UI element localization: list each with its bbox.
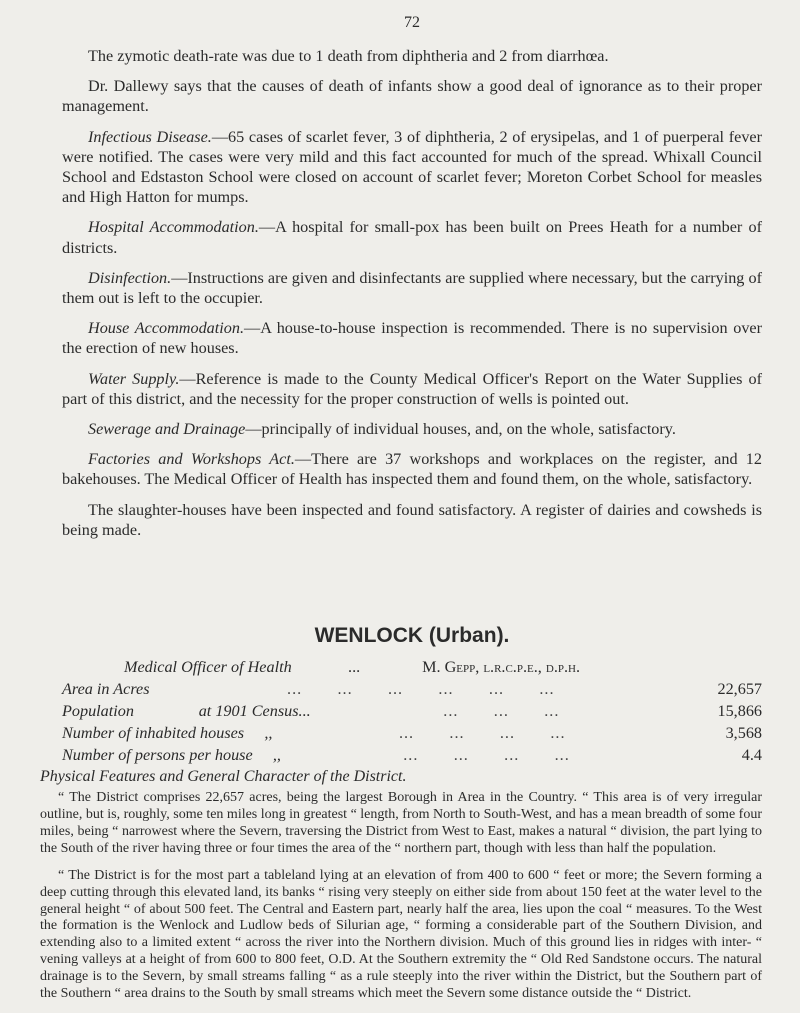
stat-row <box>62 722 762 744</box>
document-page <box>40 14 763 1013</box>
medical-officer-label: Medical Officer of Health <box>124 658 292 677</box>
page-number: 72 <box>404 14 420 31</box>
quoted-description <box>40 790 762 1003</box>
paragraph-heading: Hospital Accommodation. <box>88 218 259 237</box>
paragraph-heading: Disinfection. <box>88 268 172 287</box>
stat-row <box>62 700 762 722</box>
stat-label: Population at 1901 Census... <box>62 702 311 721</box>
body-paragraph <box>62 127 762 208</box>
paragraph-text: The slaughter-houses have been inspected and found satisfactory. A register of dairies and cowsheds is being made. <box>62 500 762 539</box>
stat-dots: ... ... ... ... <box>403 746 570 765</box>
section-title: WENLOCK (Urban). <box>314 624 510 648</box>
paragraph-text: Dr. Dallewy says that the causes of death of infants show a good deal of ignorance as to their proper management. <box>62 77 762 116</box>
stat-row <box>62 744 762 766</box>
stat-label: Area in Acres <box>62 680 150 699</box>
stat-value: 3,568 <box>725 724 762 743</box>
body-paragraph <box>62 419 762 439</box>
body-paragraph <box>62 318 762 358</box>
quote-paragraph: “ The District is for the most part a tableland lying at an elevation of from 400 to 600 “ feet or more; the Severn forming a deep cutting through this elevated land, its banks “ rising very steeply on either side from about 150 feet at the water level to the general height “ of about 500 feet. The Central and Eastern part, nearly half the area, lies upon the coal “ measures. To the West the formation is the Wenlock and Ludlow beds of Silurian age, “ forming a considerable part of the Southern Division, and extending also to a limited extent “ across the river into the Northern division. Much of this ground lies in ridges with inter- “ vening valleys at a height of from 600 to 800 feet, O.D. At the Southern extremity the “ Old Red Sandstone occurs. The natural drainage is to the Severn, by small streams falling “ as a rule steeply into the river within the District, but the Southern part of the Southern “ area drains to the South by small streams which meet the Severn some distance outside the “ District. <box>40 867 762 1002</box>
body-paragraph <box>62 46 762 66</box>
stat-value: 4.4 <box>741 746 762 765</box>
paragraph-text: —A hospital for small-pox has been built on Prees Heath for a number of districts. <box>62 218 762 257</box>
body-paragraphs <box>62 46 762 540</box>
stat-value: 15,866 <box>717 702 762 721</box>
medical-officer-dots: ... <box>348 658 361 677</box>
body-paragraph <box>62 369 762 409</box>
stats-list <box>62 678 762 766</box>
stat-value: 22,657 <box>717 680 762 699</box>
paragraph-text: —Instructions are given and disinfectants are supplied where necessary, but the carrying of them out is left to the occupier. <box>62 268 762 308</box>
stat-dots: ... ... ... ... ... ... <box>287 680 555 699</box>
body-paragraph <box>62 268 762 308</box>
paragraph-text: —Reference is made to the County Medical Officer's Report on the Water Supplies of part of this district, and the necessity for the proper construction of wells is pointed out. <box>62 369 762 408</box>
paragraph-heading: House Accommodation. <box>88 319 245 338</box>
stat-label: Number of persons per house ,, <box>62 746 281 765</box>
stat-row <box>62 678 762 700</box>
stat-dots: ... ... ... <box>443 702 560 721</box>
paragraph-heading: Factories and Workshops Act. <box>88 450 295 469</box>
paragraph-text: —There are 37 workshops and workplaces on the register, and 12 bakehouses. The Medical Officer of Health has inspected them and found them, on the whole, satisfactory. <box>62 450 762 489</box>
body-paragraph <box>62 500 762 540</box>
body-paragraph <box>62 449 762 489</box>
paragraph-heading: Sewerage and Drainage <box>88 420 246 439</box>
district-info <box>62 656 762 766</box>
paragraph-text: —A house-to-house inspection is recommended. There is no supervision over the erection of new houses. <box>62 319 763 358</box>
paragraph-text: The zymotic death-rate was due to 1 death from diphtheria and 2 from diarrhœa. <box>88 47 609 65</box>
paragraph-text: —principally of individual houses, and, on the whole, satisfactory. <box>245 420 676 439</box>
paragraph-heading: Infectious Disease. <box>88 127 212 146</box>
stat-dots: ... ... ... ... <box>398 724 566 743</box>
paragraph-text: —65 cases of scarlet fever, 3 of diphtheria, 2 of erysipelas, and 1 of puerperal fever were notified. The cases were very mild and this fact accounted for much of the spread. Whixall Council School and Edstaston School were closed on account of scarlet fever; Moreton Corbet School for measles and High Hatton for mumps. <box>62 127 762 207</box>
body-paragraph <box>62 76 762 116</box>
paragraph-heading: Water Supply. <box>88 369 180 388</box>
stat-label: Number of inhabited houses ,, <box>62 724 273 743</box>
physical-features-heading: Physical Features and General Character of the District. <box>40 768 407 786</box>
body-paragraph <box>62 217 762 257</box>
quote-paragraph: “ The District comprises 22,657 acres, being the largest Borough in Area in the Country. “ This area is of very irregular outline, but is, roughly, some ten miles long in greatest “ length, from North to South-West, and has a mean breadth of some four miles, being “ narrowest where the Severn, traversing the District from West to East, makes a natural “ division, the part lying to the South of the river having three or four times the area of the “ northern part, though with less than half the population. <box>40 790 762 856</box>
medical-officer-row <box>62 656 762 678</box>
medical-officer-value: M. Gepp, l.r.c.p.e., d.p.h. <box>422 658 581 677</box>
